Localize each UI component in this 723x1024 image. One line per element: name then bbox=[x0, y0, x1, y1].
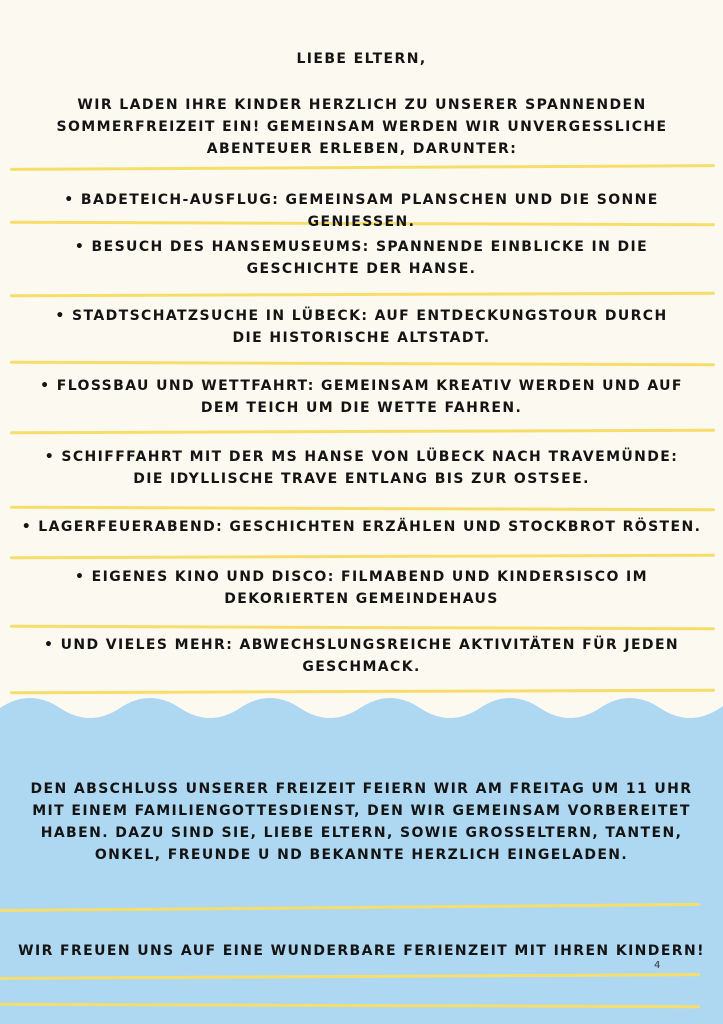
activity-item: • BESUCH DES HANSEMUSEUMS: SPANNENDE EINBLICKE IN DIE GESCHICHTE DER HANSE. bbox=[74, 239, 649, 277]
yellow-line bbox=[10, 164, 715, 171]
closing-paragraph: DEN ABSCHLUSS UNSERER FREIZEIT FEIERN WIR AM FREITAG UM 11 UHR MIT EINEM FAMILIENGOTTESDIENST, DEN WIR GEMEINSAM VORBEREITET HABEN. DAZU SIND SIE, LIEBE ELTERN, SOWIE GROSSELTERN, TANTEN, ONKEL, FREUNDE U ND BEKANNTE HERZLICH EINGELADEN. bbox=[30, 781, 693, 863]
greeting: LIEBE ELTERN, bbox=[296, 51, 427, 67]
activity-item: • EIGENES KINO UND DISCO: FILMABEND UND KINDERSISCO IM DEKORIERTEN GEMEINDEHAUS bbox=[75, 569, 648, 607]
intro-paragraph: WIR LADEN IHRE KINDER HERZLICH ZU UNSERER SPANNENDEN SOMMERFREIZEIT EIN! GEMEINSAM WERDEN WIR UNVERGESSLICHE ABENTEUER ERLEBEN, DARUNTER: bbox=[56, 97, 668, 157]
page-number: 4 bbox=[654, 960, 661, 971]
yellow-line bbox=[10, 506, 715, 511]
yellow-line bbox=[10, 292, 715, 297]
yellow-line bbox=[10, 361, 715, 366]
yellow-line bbox=[10, 429, 715, 434]
activity-item: • UND VIELES MEHR: ABWECHSLUNGSREICHE AKTIVITÄTEN FÜR JEDEN GESCHMACK. bbox=[43, 637, 680, 675]
farewell-text: WIR FREUEN UNS AUF EINE WUNDERBARE FERIENZEIT MIT IHREN KINDERN! bbox=[18, 943, 705, 959]
activity-item: • LAGERFEUERABEND: GESCHICHTEN ERZÄHLEN UND STOCKBROT RÖSTEN. bbox=[21, 519, 702, 535]
yellow-line bbox=[10, 625, 715, 630]
activity-item: • SCHIFFFAHRT MIT DER MS HANSE VON LÜBECK NACH TRAVEMÜNDE: DIE IDYLLISCHE TRAVE ENTLANG BIS ZUR OSTSEE. bbox=[44, 449, 679, 487]
activity-item: • FLOSSBAU UND WETTFAHRT: GEMEINSAM KREATIV WERDEN UND AUF DEM TEICH UM DIE WETTE FAHREN. bbox=[40, 378, 683, 416]
yellow-line bbox=[10, 554, 715, 559]
activity-item: • STADTSCHATZSUCHE IN LÜBECK: AUF ENTDECKUNGSTOUR DURCH DIE HISTORISCHE ALTSTADT. bbox=[55, 308, 668, 346]
activity-item: • BADETEICH-AUSFLUG: GEMEINSAM PLANSCHEN UND DIE SONNE GENIESSEN. bbox=[64, 192, 659, 230]
